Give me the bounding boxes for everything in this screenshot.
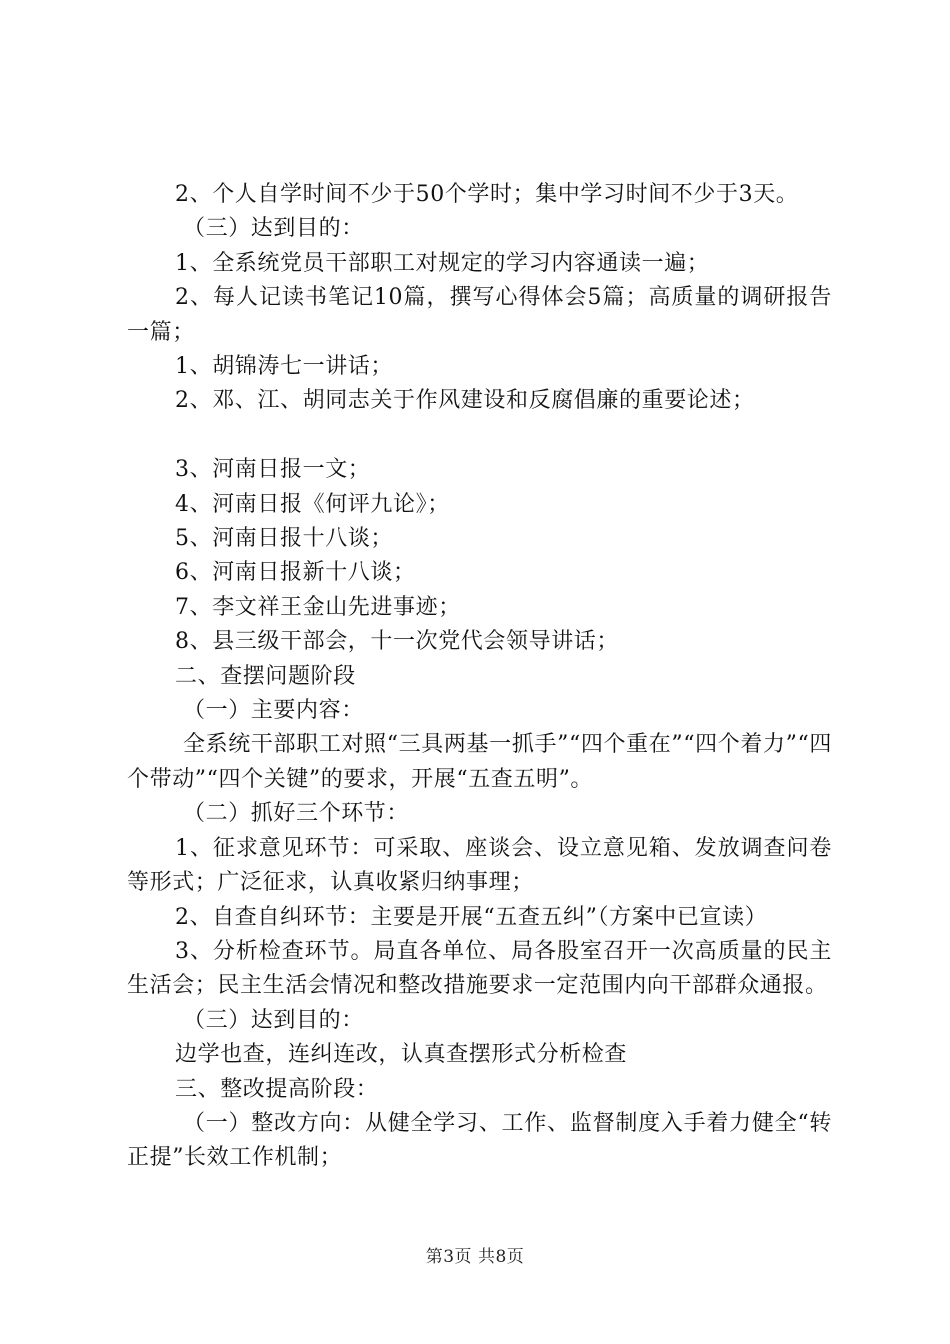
paragraph: 全系统干部职工对照“三具两基一抓手”“四个重在”“四个着力”“四个带动”“四个关键”的要求，开展“五查五明”。 [127,732,832,792]
paragraph: （三）达到目的： [183,216,364,242]
paragraph: 6、河南日报新十八谈； [175,560,416,586]
paragraph: （三）达到目的： [183,1007,364,1033]
paragraph: 三、整改提高阶段： [175,1076,379,1102]
paragraph: 3、分析检查环节。局直各单位、局各股室召开一次高质量的民主生活会；民主生活会情况和整改措施要求一定范围内向干部群众通报。 [127,938,832,999]
paragraph: 边学也查，连纠连改，认真查摆形式分析检查 [175,1042,628,1068]
paragraph: 1、胡锦涛七一讲话； [175,354,393,380]
paragraph: 7、李文祥王金山先进事迹； [175,594,461,620]
page-footer: 第3页 共8页 [425,1247,525,1267]
paragraph: 3、河南日报一文； [175,457,371,483]
paragraph: 4、河南日报《何评九论》； [175,491,450,517]
paragraph: （一）主要内容： [183,698,364,724]
paragraph: 2、个人自学时间不少于50个学时；集中学习时间不少于3天。 [175,182,799,207]
document-body [127,178,832,1176]
paragraph: （二）抓好三个环节： [183,801,410,827]
paragraph: 1、全系统党员干部职工对规定的学习内容通读一遍； [175,250,710,276]
blank-line [127,419,832,453]
paragraph: 8、县三级干部会，十一次党代会领导讲话； [175,629,619,655]
paragraph: 2、邓、江、胡同志关于作风建设和反腐倡廉的重要论述； [175,388,755,414]
paragraph: 5、河南日报十八谈； [175,526,393,552]
paragraph: 1、征求意见环节：可采取、座谈会、设立意见箱、发放调查问卷等形式；广泛征求，认真收紧归纳事理； [127,835,832,896]
paragraph: 2、自查自纠环节：主要是开展“五查五纠”（方案中已宣读） [175,904,768,930]
paragraph: （一）整改方向：从健全学习、工作、监督制度入手着力健全“转正提”长效工作机制； [127,1110,832,1171]
paragraph: 2、每人记读书笔记10篇，撰写心得体会5篇；高质量的调研报告一篇； [127,285,832,345]
paragraph: 二、查摆问题阶段 [175,663,356,689]
